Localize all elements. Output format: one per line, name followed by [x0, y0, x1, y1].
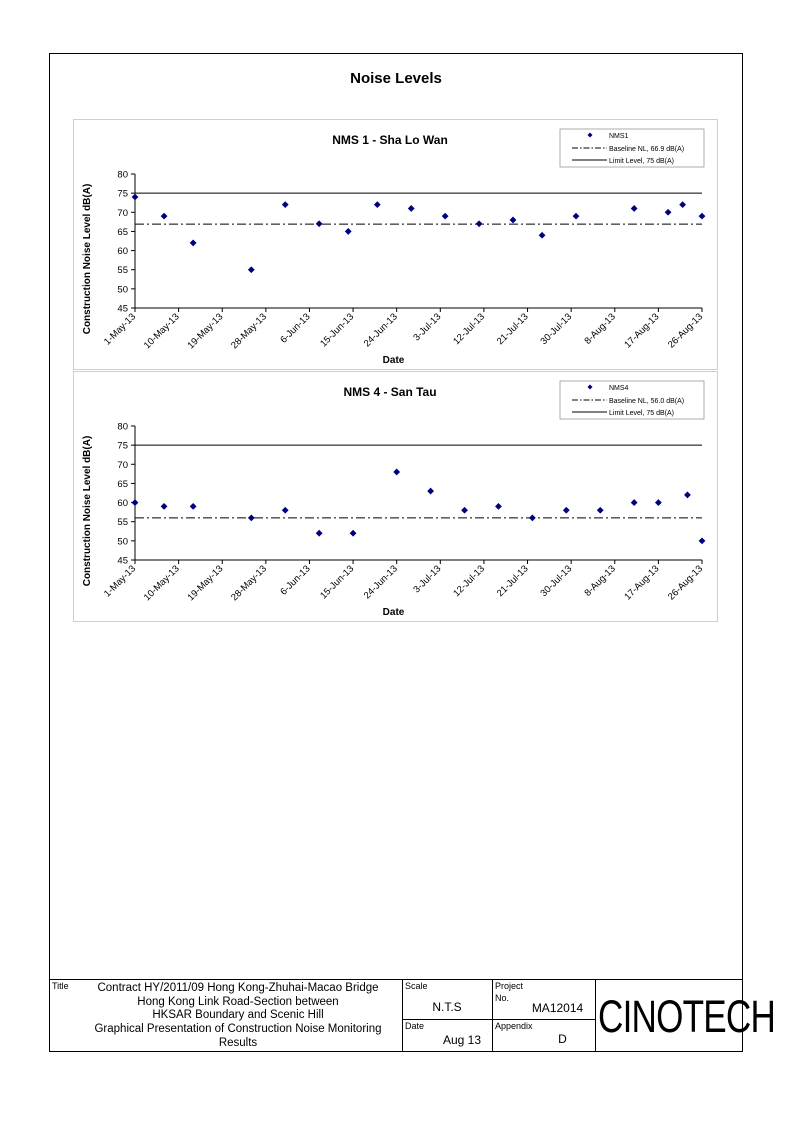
- data-point: [350, 530, 357, 537]
- x-tick-label: 26-Aug-13: [665, 311, 706, 351]
- x-tick-label: 26-Aug-13: [665, 563, 706, 603]
- x-tick-label: 19-May-13: [185, 563, 226, 604]
- data-point: [132, 194, 139, 201]
- legend-label: NMS1: [609, 133, 629, 140]
- data-point: [573, 213, 580, 220]
- data-point: [631, 499, 638, 506]
- x-tick-label: 12-Jul-13: [451, 563, 488, 600]
- data-point: [442, 213, 449, 220]
- x-tick-label: 10-May-13: [141, 311, 182, 352]
- data-point: [495, 503, 502, 510]
- legend-label: Limit Level, 75 dB(A): [609, 410, 674, 417]
- divider: [402, 980, 403, 1051]
- data-point: [374, 201, 381, 208]
- data-point: [190, 503, 197, 510]
- data-point: [316, 220, 323, 227]
- x-tick-label: 12-Jul-13: [451, 311, 488, 348]
- data-point: [529, 514, 536, 521]
- divider: [492, 980, 493, 1051]
- data-point: [655, 499, 662, 506]
- x-tick-label: 15-Jun-13: [318, 311, 357, 350]
- title-label: Title: [52, 981, 69, 991]
- y-tick-label: 75: [117, 440, 128, 452]
- x-tick-label: 15-Jun-13: [318, 563, 357, 602]
- drawing-title-line: Results: [218, 1037, 258, 1049]
- data-point: [679, 201, 686, 208]
- y-tick-label: 65: [117, 226, 128, 238]
- drawing-title: [78, 981, 398, 1050]
- data-point: [408, 205, 415, 212]
- x-tick-label: 24-Jun-13: [361, 311, 400, 350]
- legend-label: Limit Level, 75 dB(A): [609, 158, 674, 165]
- appendix-label: Appendix: [495, 1021, 533, 1031]
- y-tick-label: 70: [117, 207, 128, 219]
- project-label: Project: [495, 981, 524, 991]
- cinotech-logo: CINOTECH: [598, 991, 776, 1042]
- data-point: [316, 530, 323, 537]
- y-tick-label: 70: [117, 459, 128, 471]
- data-point: [248, 514, 255, 521]
- x-tick-label: 3-Jul-13: [411, 563, 444, 596]
- chart-title: NMS 1 - Sha Lo Wan: [332, 133, 448, 147]
- x-tick-label: 6-Jun-13: [278, 563, 313, 598]
- x-tick-label: 30-Jul-13: [538, 311, 575, 348]
- x-tick-label: 19-May-13: [185, 311, 226, 352]
- y-axis-label: Construction Noise Level dB(A): [82, 435, 93, 587]
- data-point: [427, 488, 434, 495]
- scale-value: N.T.S: [432, 1000, 462, 1014]
- y-tick-label: 55: [117, 265, 128, 277]
- chart-nms4-svg: [74, 372, 719, 623]
- y-tick-label: 75: [117, 188, 128, 200]
- x-tick-label: 1-May-13: [101, 563, 139, 600]
- data-point: [539, 232, 546, 239]
- x-tick-label: 6-Jun-13: [278, 311, 313, 346]
- y-tick-label: 80: [117, 421, 128, 433]
- data-point: [476, 220, 483, 227]
- x-tick-label: 28-May-13: [229, 563, 269, 604]
- y-tick-label: 60: [117, 246, 128, 258]
- y-tick-label: 45: [117, 303, 128, 315]
- x-tick-label: 3-Jul-13: [411, 311, 444, 344]
- data-point: [631, 205, 638, 212]
- y-tick-label: 65: [117, 478, 128, 490]
- divider: [402, 1019, 595, 1020]
- data-point: [699, 213, 706, 220]
- date-value: Aug 13: [442, 1033, 482, 1047]
- y-axis-label: Construction Noise Level dB(A): [82, 183, 93, 335]
- legend-label: Baseline NL, 66.9 dB(A): [609, 146, 685, 153]
- data-point: [282, 507, 289, 514]
- y-tick-label: 80: [117, 169, 128, 181]
- x-tick-label: 28-May-13: [229, 311, 269, 352]
- data-point: [282, 201, 289, 208]
- date-label: Date: [405, 1021, 425, 1031]
- data-point: [510, 217, 517, 224]
- y-tick-label: 60: [117, 498, 128, 510]
- y-tick-label: 55: [117, 517, 128, 529]
- x-tick-label: 21-Jul-13: [494, 563, 531, 600]
- y-tick-label: 50: [117, 284, 128, 296]
- chart-nms4: [73, 371, 718, 622]
- data-point: [132, 499, 139, 506]
- appendix-value: D: [558, 1032, 567, 1046]
- drawing-title-line: Contract HY/2011/09 Hong Kong-Zhuhai-Macao Bridge: [97, 982, 379, 994]
- chart-nms1-svg: [74, 120, 719, 371]
- drawing-title-line: Graphical Presentation of Construction Noise Monitoring: [94, 1023, 382, 1035]
- x-tick-label: 30-Jul-13: [538, 563, 575, 600]
- legend-label: NMS4: [609, 385, 629, 392]
- title-block: [49, 979, 776, 1052]
- x-axis-label: Date: [382, 607, 405, 618]
- x-tick-label: 21-Jul-13: [494, 311, 531, 348]
- x-tick-label: 8-Aug-13: [582, 311, 618, 347]
- data-point: [190, 240, 197, 247]
- data-point: [665, 209, 672, 216]
- data-point: [248, 266, 255, 273]
- data-point: [684, 492, 691, 499]
- chart-title: NMS 4 - San Tau: [343, 385, 437, 399]
- project-no-label: No.: [495, 993, 510, 1003]
- data-point: [161, 213, 168, 220]
- drawing-title-line: HKSAR Boundary and Scenic Hill: [152, 1009, 324, 1021]
- data-point: [699, 537, 706, 544]
- data-point: [161, 503, 168, 510]
- page-title: Noise Levels: [350, 70, 442, 87]
- divider: [595, 980, 596, 1051]
- y-tick-label: 50: [117, 536, 128, 548]
- x-tick-label: 8-Aug-13: [582, 563, 618, 599]
- x-axis-label: Date: [382, 355, 405, 366]
- data-point: [563, 507, 570, 514]
- drawing-title-line: Hong Kong Link Road-Section between: [137, 996, 339, 1008]
- data-point: [393, 469, 400, 476]
- scale-label: Scale: [405, 981, 428, 991]
- legend: [560, 129, 704, 167]
- data-point: [597, 507, 604, 514]
- data-point: [461, 507, 468, 514]
- project-value: MA12014: [531, 1001, 584, 1015]
- x-tick-label: 17-Aug-13: [622, 311, 662, 351]
- y-tick-label: 45: [117, 555, 128, 567]
- data-point: [345, 228, 352, 235]
- x-tick-label: 24-Jun-13: [361, 563, 400, 602]
- x-tick-label: 10-May-13: [141, 563, 182, 604]
- x-tick-label: 1-May-13: [101, 311, 139, 348]
- legend-label: Baseline NL, 56.0 dB(A): [609, 398, 685, 405]
- legend: [560, 381, 704, 419]
- chart-nms1: [73, 119, 718, 370]
- x-tick-label: 17-Aug-13: [622, 563, 662, 603]
